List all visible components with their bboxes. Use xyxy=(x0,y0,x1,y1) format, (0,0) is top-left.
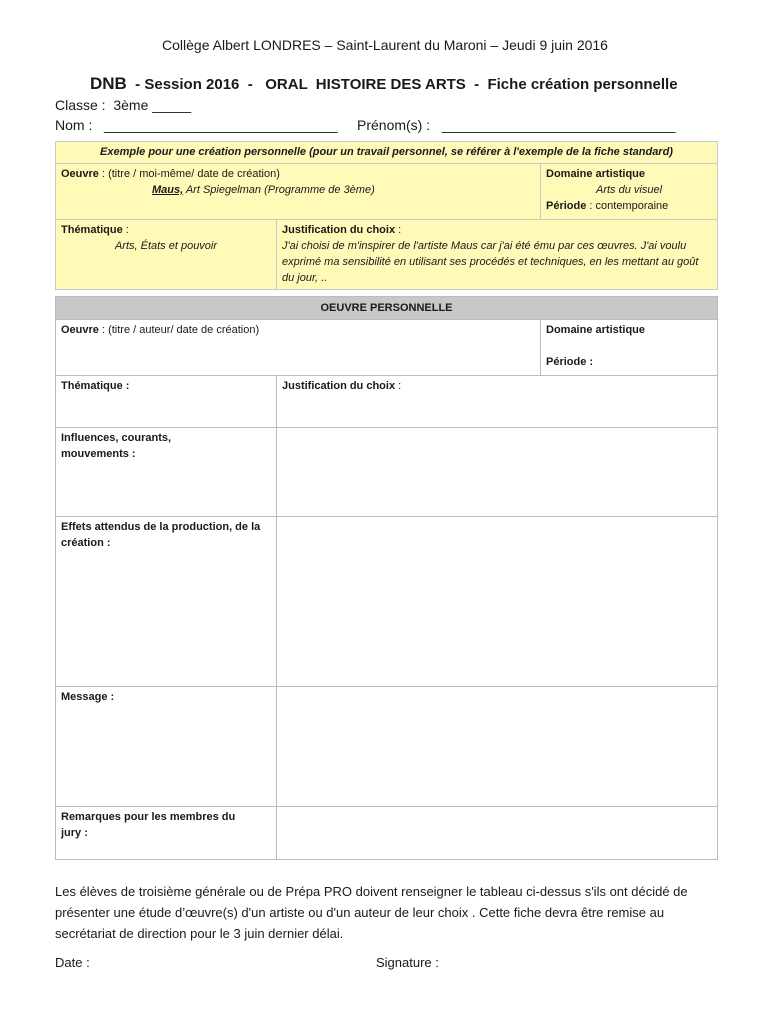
prenom-field: Prénom(s) : ______________________________ xyxy=(357,117,676,133)
example-domaine-cell xyxy=(541,164,718,220)
example-thematique-label: Thématique xyxy=(61,224,123,236)
title-dnb: DNB xyxy=(90,74,127,93)
justification-colon: : xyxy=(395,380,402,392)
example-thematique-value: Arts, États et pouvoir xyxy=(114,240,218,252)
influences-label: Influences, courants, mouvements : xyxy=(61,432,172,460)
domaine-cell[interactable] xyxy=(541,320,718,376)
influences-input-cell[interactable] xyxy=(277,428,718,517)
example-heading: Exemple pour une création personnelle (pour un travail personnel, se référer à l'exemple de la fiche standard) xyxy=(56,142,718,164)
remarques-label-cell xyxy=(56,807,277,860)
example-justification-label: Justification du choix xyxy=(282,224,396,236)
date-label: Date : xyxy=(55,955,90,970)
thematique-cell[interactable] xyxy=(56,376,277,428)
example-oeuvre-hint: : (titre / moi-même/ date de création) xyxy=(98,168,280,180)
example-oeuvre-label: Oeuvre xyxy=(61,168,99,180)
personal-work-table xyxy=(55,296,718,860)
example-work-author: Art Spiegelman (Programme de 3ème) xyxy=(183,184,375,196)
justification-cell[interactable] xyxy=(277,376,718,428)
remarques-input-cell[interactable] xyxy=(277,807,718,860)
justification-label: Justification du choix xyxy=(282,380,396,392)
example-justification-text: J'ai choisi de m'inspirer de l'artiste Maus car j'ai été ému par ces œuvres. J'ai voulu exprimé ma sensibilité en utilisant ses procédés et techniques, en les mettant au goût du jour, .. xyxy=(282,240,699,284)
section-band: OEUVRE PERSONNELLE xyxy=(56,297,718,320)
periode-label: Période : xyxy=(546,356,594,368)
example-justification-cell xyxy=(277,220,718,290)
example-justification-colon: : xyxy=(395,224,402,236)
instructions-paragraph: Les élèves de troisième générale ou de Prépa PRO doivent renseigner le tableau ci-dessus s'ils ont décidé de présenter une étude d’œuvre(s) d'un artiste ou d'un auteur de leur choix . Cette fiche devra être remise au secrétariat de direction pour le 3 juin dernier délai. xyxy=(55,884,688,941)
nom-field: Nom : ______________________________ xyxy=(55,117,338,133)
classe-field: Classe : 3ème _____ xyxy=(55,97,192,113)
example-thematique-colon: : xyxy=(122,224,129,236)
thematique-label: Thématique : xyxy=(61,380,130,392)
message-input-cell[interactable] xyxy=(277,687,718,807)
example-oeuvre-cell xyxy=(56,164,541,220)
oeuvre-hint: : (titre / auteur/ date de création) xyxy=(98,324,260,336)
influences-label-cell xyxy=(56,428,277,517)
school-header: Collège Albert LONDRES – Saint-Laurent du Maroni – Jeudi 9 juin 2016 xyxy=(162,37,608,53)
example-periode-value: : contemporaine xyxy=(586,200,669,212)
effets-label: Effets attendus de la production, de la création : xyxy=(61,521,261,549)
message-label: Message : xyxy=(61,691,115,703)
example-table xyxy=(55,141,718,290)
effets-label-cell xyxy=(56,517,277,687)
oeuvre-cell[interactable] xyxy=(56,320,541,376)
message-label-cell xyxy=(56,687,277,807)
page-title xyxy=(90,74,678,94)
example-work-title: Maus, xyxy=(152,184,184,196)
example-periode-label: Période xyxy=(546,200,587,212)
domaine-label: Domaine artistique xyxy=(546,324,646,336)
effets-input-cell[interactable] xyxy=(277,517,718,687)
example-domaine-label: Domaine artistique xyxy=(546,168,646,180)
oeuvre-label: Oeuvre xyxy=(61,324,99,336)
signature-label: Signature : xyxy=(376,955,439,970)
example-domaine-value: Arts du visuel xyxy=(595,184,663,196)
remarques-label: Remarques pour les membres du jury : xyxy=(61,811,236,839)
example-thematique-cell xyxy=(56,220,277,290)
title-session: - Session 2016 - ORAL HISTOIRE DES ARTS - Fiche création personnelle xyxy=(126,76,678,93)
